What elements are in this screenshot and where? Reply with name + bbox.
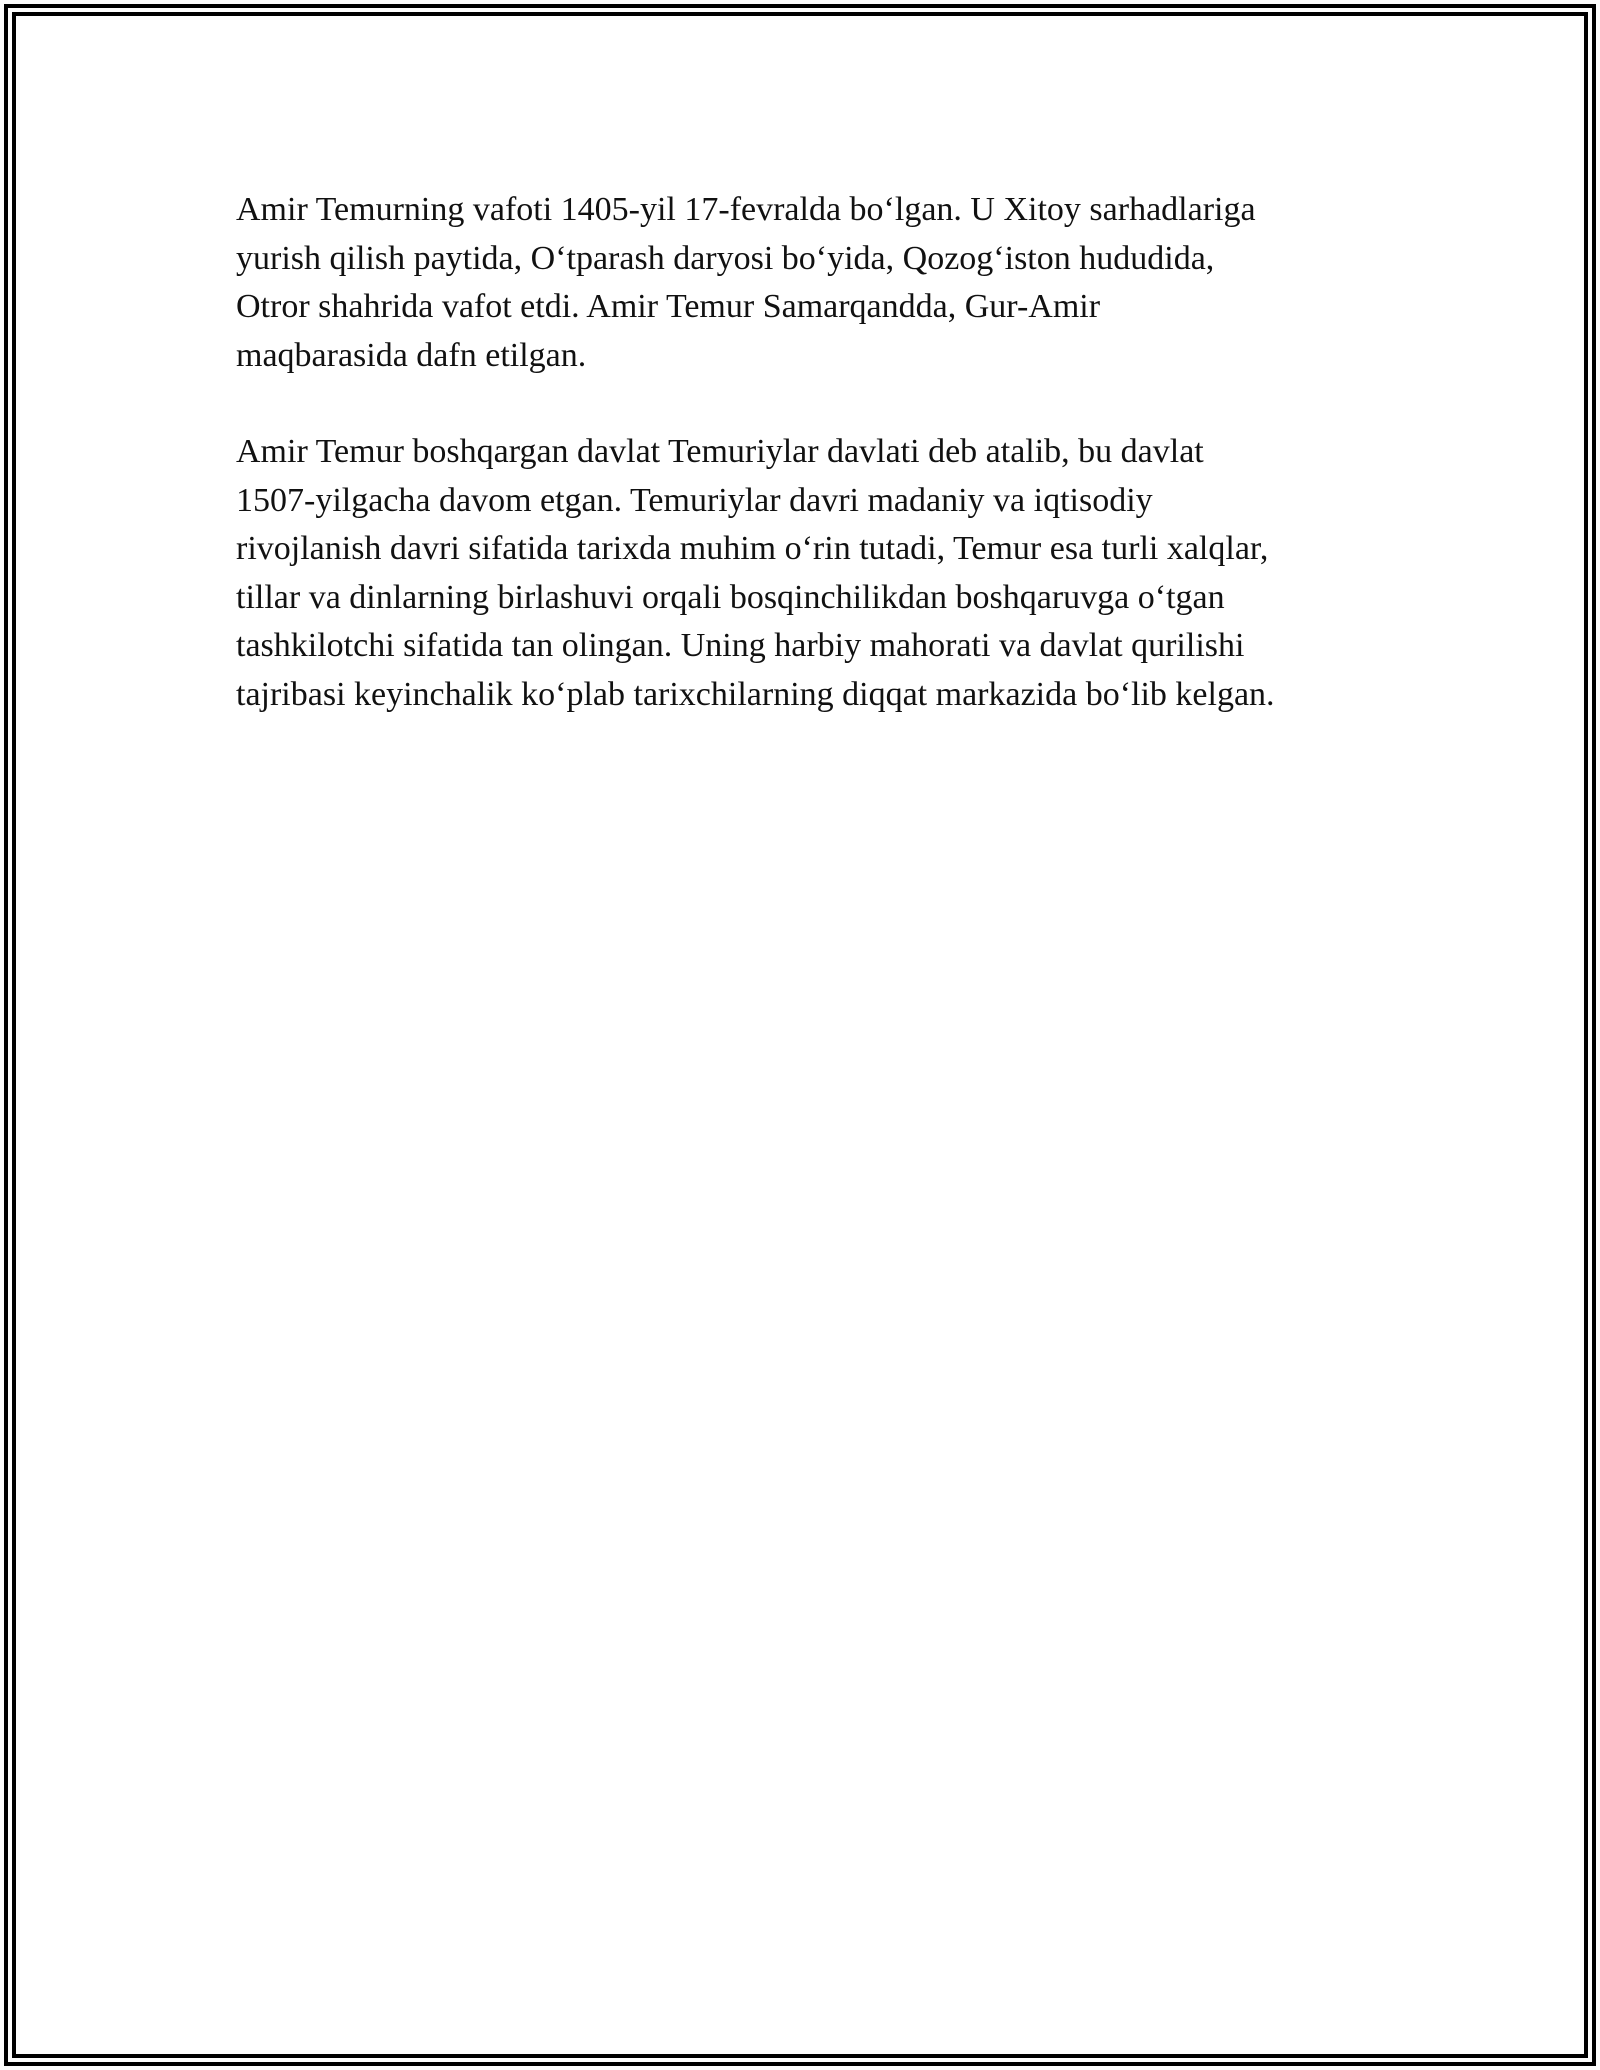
paragraph-1 (236, 186, 1376, 380)
paragraph-line: Amir Temurning vafoti 1405-yil 17-fevralda bo‘lgan. U Xitoy sarhadlariga (236, 191, 1256, 228)
paragraph-line: Otror shahrida vafot etdi. Amir Temur Samarqandda, Gur-Amir (236, 288, 1101, 325)
document-body (236, 186, 1376, 767)
paragraph-line: 1507-yilgacha davom etgan. Temuriylar davri madaniy va iqtisodiy (236, 481, 1153, 519)
paragraph-2 (236, 428, 1376, 719)
paragraph-line: tashkilotchi sifatida tan olingan. Uning harbiy mahorati va davlat qurilishi (236, 627, 1245, 664)
paragraph-line: yurish qilish paytida, O‘tparash daryosi bo‘yida, Qozog‘iston hududida, (236, 239, 1215, 277)
paragraph-line: tillar va dinlarning birlashuvi orqali bosqinchilikdan boshqaruvga o‘tgan (236, 578, 1225, 616)
paragraph-line: tajribasi keyinchalik ko‘plab tarixchilarning diqqat markazida bo‘lib kelgan. (236, 675, 1275, 713)
paragraph-line: Amir Temur boshqargan davlat Temuriylar davlati deb atalib, bu davlat (236, 433, 1204, 470)
paragraph-line: rivojlanish davri sifatida tarixda muhim o‘rin tutadi, Temur esa turli xalqlar, (236, 530, 1269, 567)
paragraph-line: maqbarasida dafn etilgan. (236, 336, 587, 374)
